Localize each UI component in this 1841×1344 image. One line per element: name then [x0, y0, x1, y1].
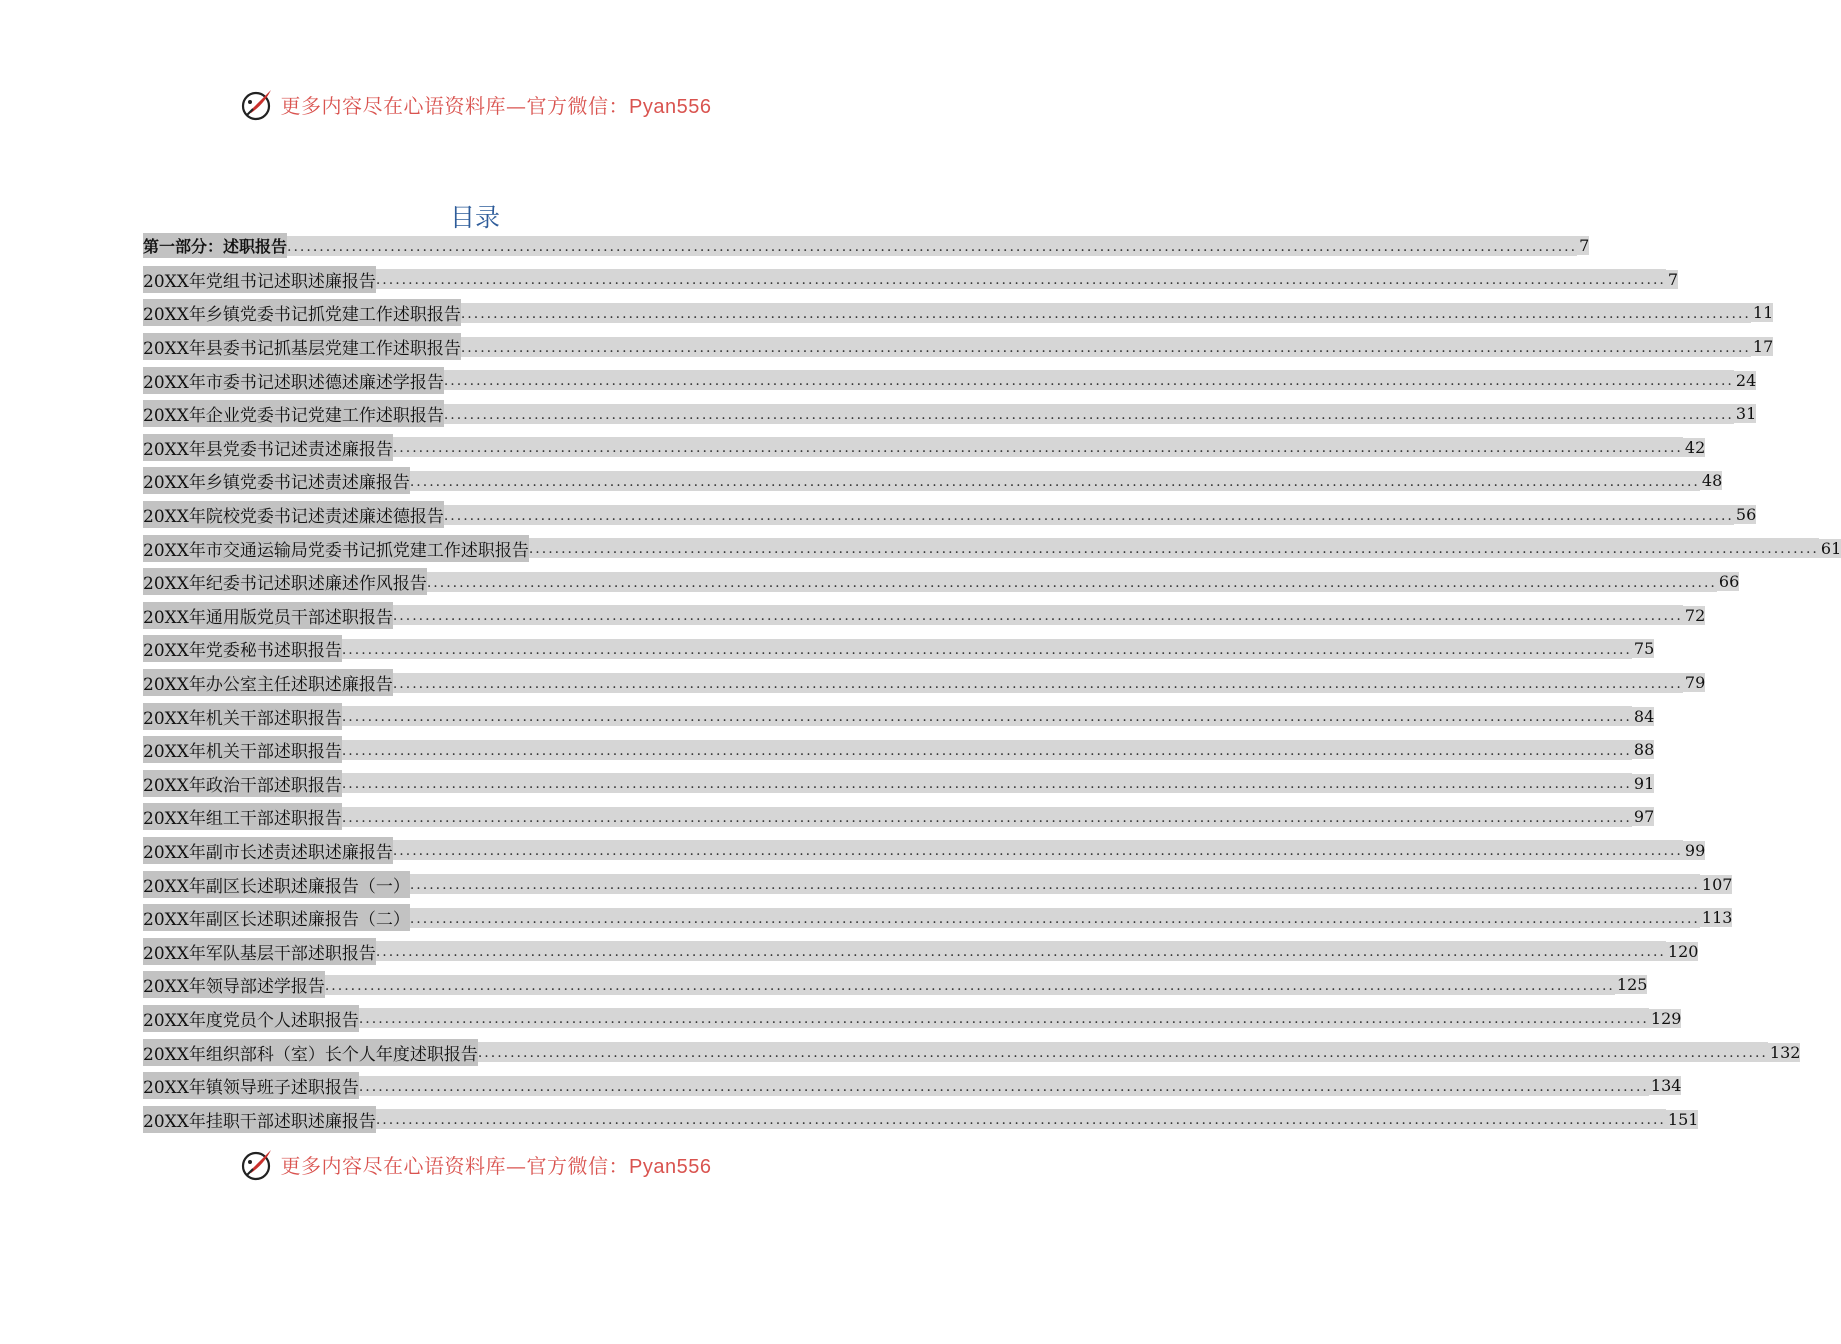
- toc-leader-dots: ........................................................................................................................................................................................................: [461, 337, 1751, 357]
- toc-section-entry[interactable]: [143, 229, 1590, 263]
- toc-entry-label: 20XX年组织部科（室）长个人年度述职报告: [143, 1039, 478, 1066]
- toc-entry[interactable]: [143, 565, 1740, 599]
- toc-entry-label: 20XX年党组书记述职述廉报告: [143, 266, 376, 293]
- toc-entry-page: 48: [1701, 471, 1723, 491]
- toc-entry-label: 20XX年副区长述职述廉报告（一）: [143, 871, 410, 898]
- toc-leader-dots: ........................................................................................................................................................................................................: [393, 605, 1683, 625]
- toc-entry[interactable]: [143, 1035, 1801, 1069]
- toc-entry-label: 20XX年镇领导班子述职报告: [143, 1072, 359, 1099]
- toc-entry-page: 97: [1633, 807, 1655, 827]
- header-banner: [0, 84, 950, 124]
- toc-entry[interactable]: [143, 599, 1706, 633]
- toc-entry-page: 91: [1633, 773, 1655, 793]
- toc-entry[interactable]: [143, 397, 1757, 431]
- toc-entry-label: 第一部分：述职报告: [143, 233, 287, 258]
- toc-entry[interactable]: [143, 934, 1699, 968]
- toc-entry-page: 7: [1667, 269, 1679, 289]
- toc-entry-page: 56: [1735, 505, 1757, 525]
- toc-entry-label: 20XX年市委书记述职述德述廉述学报告: [143, 367, 444, 394]
- toc-leader-dots: ........................................................................................................................................................................................................: [359, 1008, 1649, 1028]
- toc-entry-page: 7: [1579, 236, 1590, 256]
- toc-entry-label: 20XX年机关干部述职报告: [143, 703, 342, 730]
- toc-entry-page: 79: [1684, 673, 1706, 693]
- toc-leader-dots: ........................................................................................................................................................................................................: [393, 673, 1683, 693]
- toc-entry-label: 20XX年乡镇党委书记述责述廉报告: [143, 467, 410, 494]
- toc-entry[interactable]: [143, 1069, 1682, 1103]
- toc-leader-dots: ........................................................................................................................................................................................................: [393, 840, 1683, 860]
- toc-entry-page: 107: [1701, 874, 1733, 894]
- toc-entry-page: 24: [1735, 370, 1757, 390]
- toc-leader-dots: ........................................................................................................................................................................................................: [444, 505, 1734, 525]
- toc-entry[interactable]: [143, 363, 1757, 397]
- toc-entry-page: 75: [1633, 639, 1655, 659]
- toc-leader-dots: ........................................................................................................................................................................................................: [376, 1109, 1666, 1129]
- toc-entry-label: 20XX年副市长述责述职述廉报告: [143, 837, 393, 864]
- toc-entry-label: 20XX年领导部述学报告: [143, 971, 325, 998]
- toc-entry-label: 20XX年度党员个人述职报告: [143, 1005, 359, 1032]
- toc-entry-page: 120: [1667, 941, 1699, 961]
- toc-leader-dots: ........................................................................................................................................................................................................: [427, 572, 1717, 592]
- toc-entry-label: 20XX年县党委书记述责述廉报告: [143, 434, 393, 461]
- toc-entry-page: 17: [1752, 337, 1774, 357]
- toc-entry-page: 113: [1701, 908, 1733, 928]
- toc-entry-page: 66: [1718, 572, 1740, 592]
- toc-leader-dots: ........................................................................................................................................................................................................: [410, 908, 1700, 928]
- toc-entry[interactable]: [143, 531, 1841, 565]
- toc-entry[interactable]: [143, 1002, 1682, 1036]
- quill-logo-icon: [239, 1146, 275, 1182]
- toc-leader-dots: ........................................................................................................................................................................................................: [478, 1042, 1768, 1062]
- wechat-id: Pyan556: [629, 1155, 712, 1178]
- toc-leader-dots: ........................................................................................................................................................................................................: [529, 538, 1819, 558]
- toc-entry-label: 20XX年乡镇党委书记抓党建工作述职报告: [143, 299, 461, 326]
- toc-leader-dots: ........................................................................................................................................................................................................: [461, 303, 1751, 323]
- toc-entry[interactable]: [143, 330, 1774, 364]
- toc-entry-label: 20XX年县委书记抓基层党建工作述职报告: [143, 333, 461, 360]
- toc-leader-dots: ........................................................................................................................................................................................................: [376, 269, 1666, 289]
- banner-slogan: 更多内容尽在心语资料库—官方微信：: [280, 1153, 630, 1178]
- toc-entry[interactable]: [143, 901, 1733, 935]
- toc-entry-label: 20XX年通用版党员干部述职报告: [143, 602, 393, 629]
- toc-leader-dots: ........................................................................................................................................................................................................: [342, 706, 1632, 726]
- toc-entry[interactable]: [143, 733, 1655, 767]
- toc-entry-label: 20XX年办公室主任述职述廉报告: [143, 669, 393, 696]
- toc-entry-label: 20XX年副区长述职述廉报告（二）: [143, 904, 410, 931]
- toc-leader-dots: ........................................................................................................................................................................................................: [410, 874, 1700, 894]
- banner-text: [281, 1150, 712, 1179]
- banner-text: [281, 90, 712, 119]
- toc-entry-label: 20XX年企业党委书记党建工作述职报告: [143, 400, 444, 427]
- toc-entry[interactable]: [143, 296, 1774, 330]
- toc-entry-label: 20XX年党委秘书述职报告: [143, 635, 342, 662]
- toc-entry[interactable]: [143, 968, 1648, 1002]
- toc-entry-page: 42: [1684, 437, 1706, 457]
- toc-leader-dots: ........................................................................................................................................................................................................: [410, 471, 1700, 491]
- toc-leader-dots: ........................................................................................................................................................................................................: [342, 807, 1632, 827]
- toc-entry-page: 129: [1650, 1008, 1682, 1028]
- toc-entry-page: 151: [1667, 1109, 1699, 1129]
- toc-entry[interactable]: [143, 699, 1655, 733]
- toc-entry-label: 20XX年组工干部述职报告: [143, 803, 342, 830]
- toc-entry-page: 31: [1735, 404, 1757, 424]
- toc-entry-page: 11: [1752, 303, 1774, 323]
- table-of-contents: [143, 229, 1841, 1136]
- quill-logo-icon: [239, 86, 275, 122]
- toc-entry-page: 72: [1684, 605, 1706, 625]
- wechat-id: Pyan556: [629, 95, 712, 118]
- toc-entry-page: 61: [1820, 538, 1841, 558]
- toc-entry-page: 99: [1684, 840, 1706, 860]
- toc-entry-label: 20XX年纪委书记述职述廉述作风报告: [143, 568, 427, 595]
- toc-leader-dots: ........................................................................................................................................................................................................: [342, 773, 1632, 793]
- toc-entry[interactable]: [143, 767, 1655, 801]
- toc-leader-dots: ........................................................................................................................................................................................................: [325, 975, 1615, 995]
- toc-leader-dots: ........................................................................................................................................................................................................: [393, 437, 1683, 457]
- toc-entry-label: 20XX年市交通运输局党委书记抓党建工作述职报告: [143, 535, 529, 562]
- toc-entry-page: 132: [1769, 1042, 1801, 1062]
- toc-entry[interactable]: [143, 867, 1733, 901]
- toc-leader-dots: ........................................................................................................................................................................................................: [359, 1076, 1649, 1096]
- toc-leader-dots: ........................................................................................................................................................................................................: [444, 404, 1734, 424]
- toc-entry[interactable]: [143, 464, 1723, 498]
- toc-entry[interactable]: [143, 1102, 1699, 1136]
- toc-entry[interactable]: [143, 431, 1706, 465]
- footer-banner: [0, 1144, 950, 1184]
- toc-entry[interactable]: [143, 498, 1757, 532]
- toc-title: 目录: [449, 203, 500, 232]
- toc-entry-label: 20XX年政治干部述职报告: [143, 770, 342, 797]
- toc-entry-label: 20XX年军队基层干部述职报告: [143, 938, 376, 965]
- toc-leader-dots: ........................................................................................................................................................................................................: [287, 236, 1577, 256]
- toc-entry-page: 125: [1616, 975, 1648, 995]
- toc-entry-page: 134: [1650, 1076, 1682, 1096]
- toc-leader-dots: ........................................................................................................................................................................................................: [376, 941, 1666, 961]
- banner-slogan: 更多内容尽在心语资料库—官方微信：: [280, 93, 630, 118]
- toc-entry-label: 20XX年院校党委书记述责述廉述德报告: [143, 501, 444, 528]
- toc-entry[interactable]: [143, 834, 1706, 868]
- toc-leader-dots: ........................................................................................................................................................................................................: [342, 639, 1632, 659]
- toc-entry-label: 20XX年机关干部述职报告: [143, 736, 342, 763]
- toc-leader-dots: ........................................................................................................................................................................................................: [444, 370, 1734, 390]
- toc-entry[interactable]: [143, 263, 1679, 297]
- toc-entry-page: 84: [1633, 706, 1655, 726]
- toc-entry-label: 20XX年挂职干部述职述廉报告: [143, 1106, 376, 1133]
- toc-entry-page: 88: [1633, 740, 1655, 760]
- toc-entry[interactable]: [143, 800, 1655, 834]
- toc-leader-dots: ........................................................................................................................................................................................................: [342, 740, 1632, 760]
- toc-entry[interactable]: [143, 666, 1706, 700]
- toc-entry[interactable]: [143, 632, 1655, 666]
